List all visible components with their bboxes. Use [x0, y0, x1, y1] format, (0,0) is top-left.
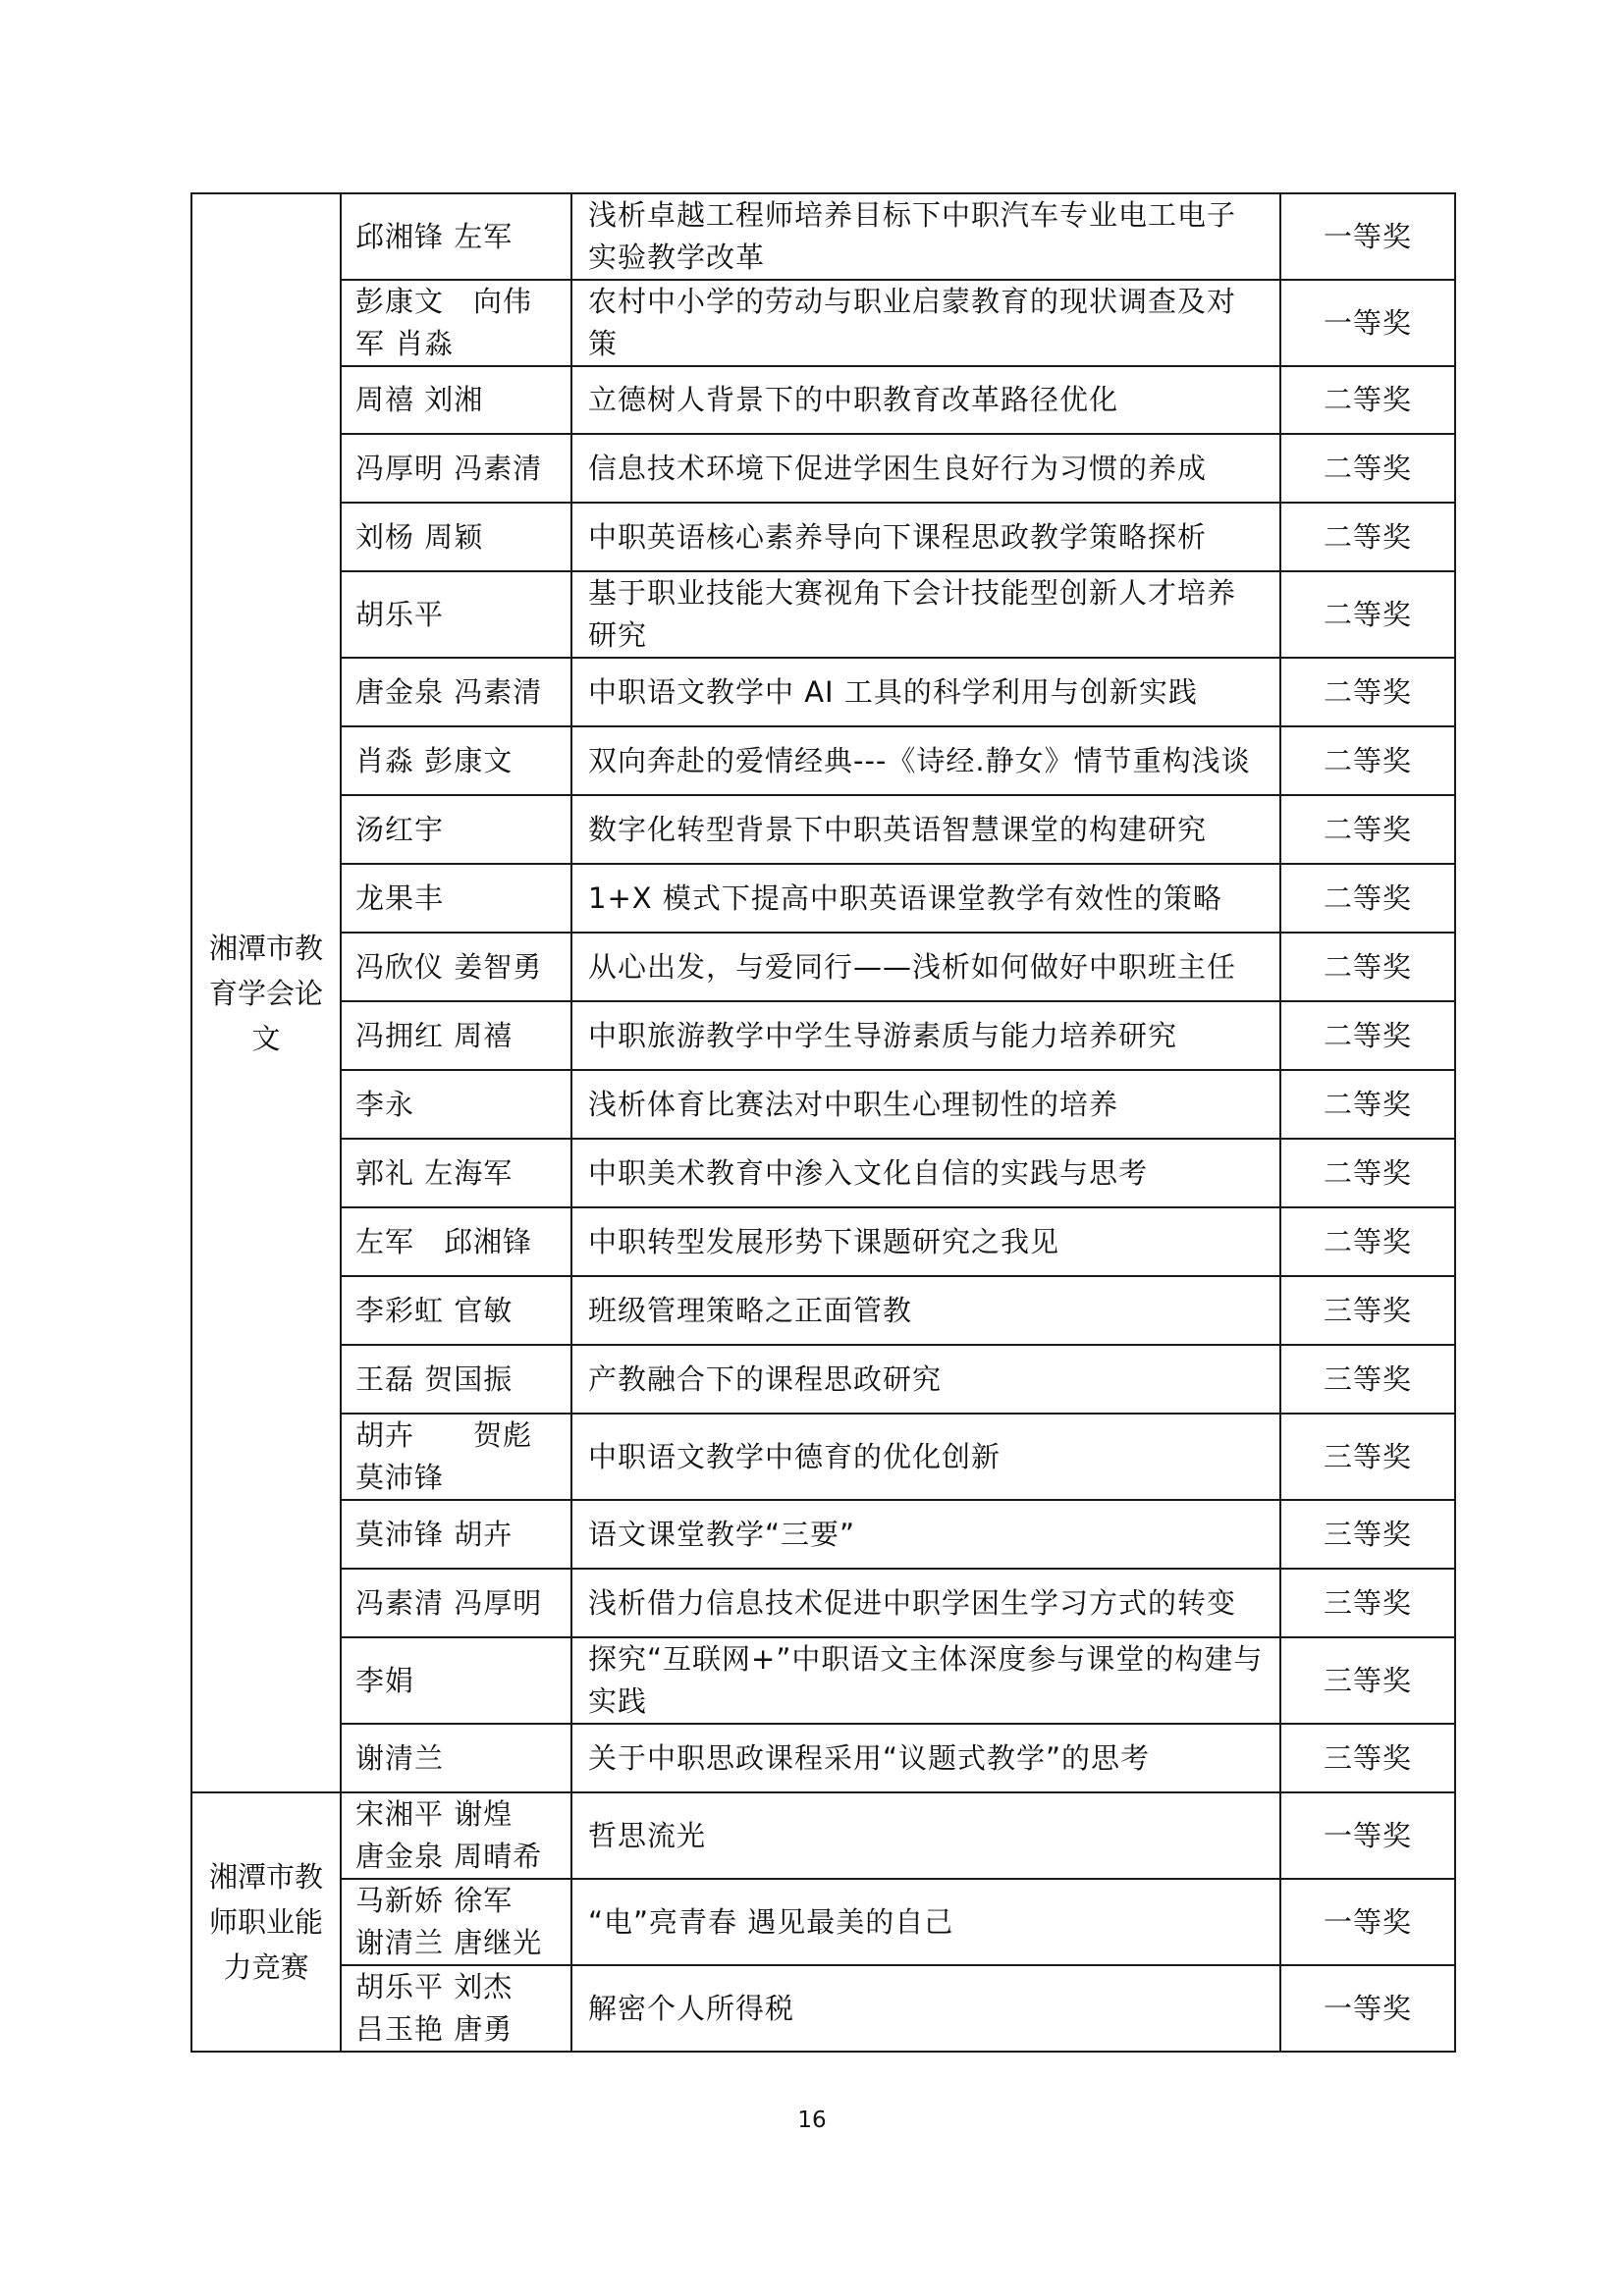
table-row — [191, 280, 1455, 366]
authors-cell: 唐金泉 冯素清 — [341, 658, 571, 726]
title-cell: 探究“互联网+”中职语文主体深度参与课堂的构建与实践 — [571, 1637, 1280, 1724]
title-cell: 语文课堂教学“三要” — [571, 1500, 1280, 1569]
title-cell: 数字化转型背景下中职英语智慧课堂的构建研究 — [571, 795, 1280, 864]
table-row — [191, 1207, 1455, 1276]
authors-cell: 左军 邱湘锋 — [341, 1207, 571, 1276]
table-row — [191, 1345, 1455, 1414]
award-cell: 二等奖 — [1280, 503, 1455, 571]
title-cell: 农村中小学的劳动与职业启蒙教育的现状调查及对策 — [571, 280, 1280, 366]
award-cell: 二等奖 — [1280, 366, 1455, 434]
page-number: 16 — [797, 2108, 827, 2133]
table-row — [191, 1569, 1455, 1637]
authors-cell: 周禧 刘湘 — [341, 366, 571, 434]
authors-cell: 冯素清 冯厚明 — [341, 1569, 571, 1637]
authors-cell: 肖淼 彭康文 — [341, 726, 571, 795]
category-cell: 湘潭市教师职业能力竞赛 — [191, 1792, 341, 2052]
table-row — [191, 1276, 1455, 1345]
title-cell: 中职英语核心素养导向下课程思政教学策略探析 — [571, 503, 1280, 571]
award-cell: 三等奖 — [1280, 1500, 1455, 1569]
authors-cell: 冯欣仪 姜智勇 — [341, 933, 571, 1001]
award-cell: 一等奖 — [1280, 1965, 1455, 2052]
authors-cell: 李娟 — [341, 1637, 571, 1724]
title-cell: “电”亮青春 遇见最美的自己 — [571, 1879, 1280, 1965]
table-row — [191, 864, 1455, 933]
authors-cell: 彭康文 向伟军 肖淼 — [341, 280, 571, 366]
table-row — [191, 1414, 1455, 1500]
award-cell: 三等奖 — [1280, 1724, 1455, 1792]
authors-cell: 谢清兰 — [341, 1724, 571, 1792]
table-row — [191, 658, 1455, 726]
authors-cell: 胡卉 贺彪 莫沛锋 — [341, 1414, 571, 1500]
authors-cell: 胡乐平 — [341, 571, 571, 658]
table-row — [191, 1879, 1455, 1965]
title-cell: 立德树人背景下的中职教育改革路径优化 — [571, 366, 1280, 434]
award-cell: 一等奖 — [1280, 280, 1455, 366]
authors-cell: 王磊 贺国振 — [341, 1345, 571, 1414]
award-cell: 三等奖 — [1280, 1276, 1455, 1345]
award-cell: 二等奖 — [1280, 1001, 1455, 1070]
authors-cell: 冯拥红 周禧 — [341, 1001, 571, 1070]
title-cell: 从心出发，与爱同行——浅析如何做好中职班主任 — [571, 933, 1280, 1001]
authors-cell: 莫沛锋 胡卉 — [341, 1500, 571, 1569]
award-cell: 二等奖 — [1280, 1207, 1455, 1276]
award-cell: 一等奖 — [1280, 1792, 1455, 1879]
award-cell: 一等奖 — [1280, 1879, 1455, 1965]
authors-cell: 刘杨 周颖 — [341, 503, 571, 571]
title-cell: 中职转型发展形势下课题研究之我见 — [571, 1207, 1280, 1276]
table-row — [191, 1001, 1455, 1070]
award-cell: 二等奖 — [1280, 726, 1455, 795]
award-cell: 二等奖 — [1280, 658, 1455, 726]
title-cell: 基于职业技能大赛视角下会计技能型创新人才培养研究 — [571, 571, 1280, 658]
authors-cell: 冯厚明 冯素清 — [341, 434, 571, 503]
award-cell: 三等奖 — [1280, 1569, 1455, 1637]
table-row — [191, 1070, 1455, 1139]
award-cell: 一等奖 — [1280, 193, 1455, 280]
authors-cell: 李永 — [341, 1070, 571, 1139]
award-cell: 三等奖 — [1280, 1414, 1455, 1500]
table-row — [191, 1724, 1455, 1792]
award-cell: 二等奖 — [1280, 1139, 1455, 1207]
title-cell: 双向奔赴的爱情经典---《诗经.静女》情节重构浅谈 — [571, 726, 1280, 795]
table-row — [191, 1965, 1455, 2052]
authors-cell: 汤红宇 — [341, 795, 571, 864]
table-body — [191, 193, 1455, 2052]
authors-cell: 李彩虹 官敏 — [341, 1276, 571, 1345]
table-row — [191, 726, 1455, 795]
authors-cell: 龙果丰 — [341, 864, 571, 933]
title-cell: 浅析借力信息技术促进中职学困生学习方式的转变 — [571, 1569, 1280, 1637]
award-cell: 二等奖 — [1280, 1070, 1455, 1139]
title-cell: 班级管理策略之正面管教 — [571, 1276, 1280, 1345]
award-cell: 二等奖 — [1280, 795, 1455, 864]
table-row — [191, 1792, 1455, 1879]
table-row — [191, 571, 1455, 658]
title-cell: 哲思流光 — [571, 1792, 1280, 1879]
title-cell: 关于中职思政课程采用“议题式教学”的思考 — [571, 1724, 1280, 1792]
authors-cell: 邱湘锋 左军 — [341, 193, 571, 280]
table-row — [191, 366, 1455, 434]
title-cell: 中职美术教育中渗入文化自信的实践与思考 — [571, 1139, 1280, 1207]
table-row — [191, 933, 1455, 1001]
title-cell: 浅析卓越工程师培养目标下中职汽车专业电工电子实验教学改革 — [571, 193, 1280, 280]
award-cell: 二等奖 — [1280, 434, 1455, 503]
table-row — [191, 503, 1455, 571]
authors-cell: 马新娇 徐军 谢清兰 唐继光 — [341, 1879, 571, 1965]
title-cell: 解密个人所得税 — [571, 1965, 1280, 2052]
award-cell: 二等奖 — [1280, 571, 1455, 658]
authors-cell: 郭礼 左海军 — [341, 1139, 571, 1207]
title-cell: 产教融合下的课程思政研究 — [571, 1345, 1280, 1414]
title-cell: 信息技术环境下促进学困生良好行为习惯的养成 — [571, 434, 1280, 503]
table-row — [191, 193, 1455, 280]
award-table — [190, 192, 1456, 2053]
table-row — [191, 1139, 1455, 1207]
table-row — [191, 1500, 1455, 1569]
title-cell: 1+X 模式下提高中职英语课堂教学有效性的策略 — [571, 864, 1280, 933]
title-cell: 中职旅游教学中学生导游素质与能力培养研究 — [571, 1001, 1280, 1070]
title-cell: 中职语文教学中德育的优化创新 — [571, 1414, 1280, 1500]
table-row — [191, 1637, 1455, 1724]
authors-cell: 宋湘平 谢煌 唐金泉 周晴希 — [341, 1792, 571, 1879]
title-cell: 浅析体育比赛法对中职生心理韧性的培养 — [571, 1070, 1280, 1139]
category-cell: 湘潭市教育学会论文 — [191, 193, 341, 1792]
authors-cell: 胡乐平 刘杰 吕玉艳 唐勇 — [341, 1965, 571, 2052]
table-row — [191, 795, 1455, 864]
award-cell: 三等奖 — [1280, 1345, 1455, 1414]
award-cell: 二等奖 — [1280, 933, 1455, 1001]
award-cell: 二等奖 — [1280, 864, 1455, 933]
award-cell: 三等奖 — [1280, 1637, 1455, 1724]
table-row — [191, 434, 1455, 503]
title-cell: 中职语文教学中 AI 工具的科学利用与创新实践 — [571, 658, 1280, 726]
